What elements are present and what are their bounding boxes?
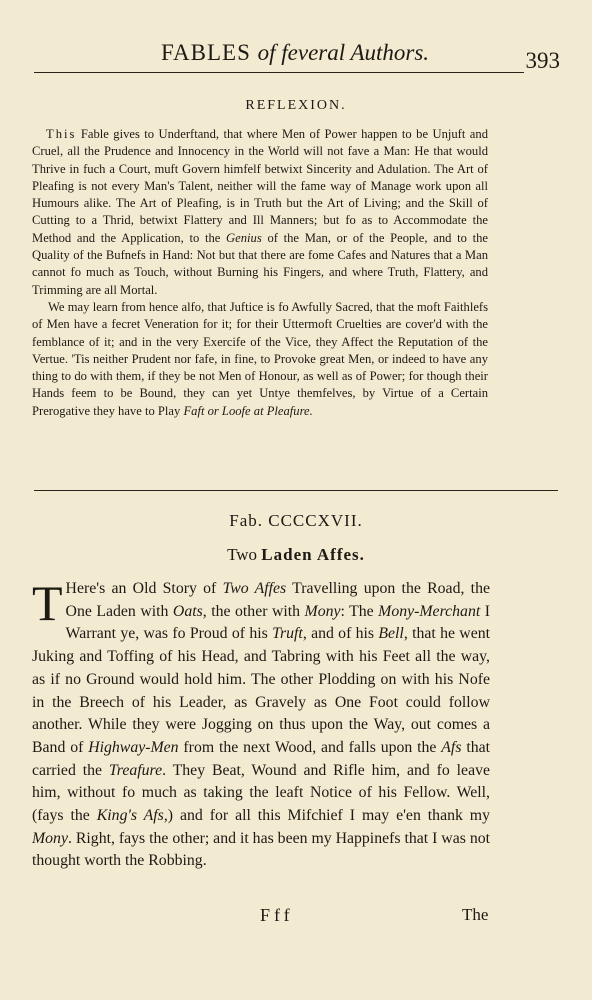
running-head	[30, 40, 560, 72]
reflexion-p2-body: We may learn from hence alfo, that Juftice is fo Awfully Sacred, that the moft Faithlefs of Men have a fecret Veneration for it; for their Uttermoft Cruelties are cover'd with the femblance of it; and in the very Exercife of the Vice, they Affect the Reputation of the Vertue. 'Tis neither Prudent nor fafe, in fine, to Provoke great Men, or indeed to have any thing to do with them, if they be not Men of Honour, as well as of Power; for though their Hands feem to be Bound, they can yet Untye themfelves, by Virtue of a Certain Prerogative they have to Play	[32, 299, 488, 418]
reflexion-p2-italic: Faft or Loofe at Pleafure.	[183, 403, 313, 418]
fable-title-blackletter: Laden Affes.	[261, 545, 365, 564]
running-head-italic: of feveral Authors.	[257, 40, 430, 65]
section-divider	[34, 490, 558, 491]
fable-number: Fab. CCCCXVII.	[229, 511, 363, 530]
fable-body: Here's an Old Story of Two Affes Travelling upon the Road, the One Laden with Oats, the other with Mony: The Mony-Merchant I Warrant ye, was fo Proud of his Truft, and of his Bell, that he went Juking and Toffing of his Head, and Tabring with his Feet all the way, as if no Ground would hold him. The other Plodding on with his Nofe in the Breech of his Leader, as Gravely as One Foot could follow another. While they were Jogging on thus upon the Way, out comes a Band of Highway-Men from the next Wood, and falls upon the Afs that carried the Treafure. They Beat, Wound and Rifle him, and fo leave him, without fo much as taking the leaft Notice of his Fellow. Well, (fays the King's Afs,) and for all this Mifchief I may e'en thank my Mony. Right, fays the other; and it has been my Happinefs that I was not thought worth the Robbing.	[32, 580, 491, 870]
running-head-title	[30, 40, 560, 66]
fable-text	[32, 575, 491, 873]
reflexion-genius: Genius	[226, 230, 262, 245]
reflexion-p1-tail: of the Man, or of the People, and to the Quality of the Bufnefs in Hand: Not but that there are fome Cafes and Natures that a Man cannot fo much as Touch, without Burning his Fingers, and where Truth, Flattery, and Trimming are all Mortal.	[32, 230, 488, 297]
reflexion-paragraph-1	[32, 126, 488, 299]
reflexion-lead-word: This	[46, 127, 77, 141]
catchword: The	[462, 905, 489, 924]
running-head-caps: FABLES	[160, 40, 251, 65]
reflexion-text	[32, 126, 488, 420]
fable-title	[0, 545, 592, 565]
reflexion-heading: REFLEXION.	[245, 98, 347, 113]
drop-cap: T	[32, 575, 63, 631]
reflexion-p1-body: Fable gives to Underftand, that where Men of Power happen to be Unjuft and Cruel, all the Prudence and Innocency in the World will not fave a Man: He that would Thrive in fuch a Court, muft Govern himfelf betwixt Sincerity and Adulation. The Art of Pleafing is not every Man's Talent, neither will the fame way of Manage work upon all Humours alike. The Art of Pleafing, is in Truth but the Art of Living; and the Skill of Cutting to a Thrid, betwixt Flattery and Ill Manners; but fo as to Accommodate the Method and the Application, to the	[32, 127, 488, 245]
reflexion-paragraph-2	[32, 299, 488, 420]
page-number: 393	[525, 48, 560, 73]
signature-mark: Fff	[260, 905, 294, 925]
head-rule	[34, 72, 524, 73]
fable-title-plain: Two	[227, 545, 258, 564]
